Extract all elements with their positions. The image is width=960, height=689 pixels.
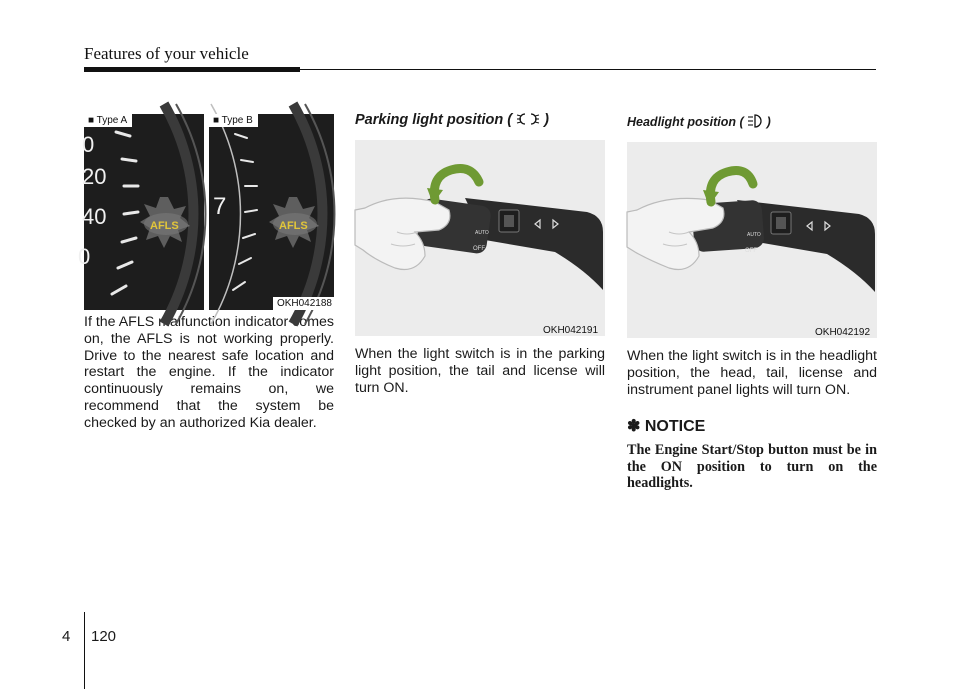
heading-text: Parking light position (: [355, 112, 513, 128]
gauge-a-number: 40: [82, 204, 107, 229]
heading-text: ): [766, 115, 771, 129]
notice-title: ✽ NOTICE: [627, 418, 706, 436]
parking-light-figure: [355, 140, 605, 336]
column-headlight: [627, 114, 877, 492]
gauge-a-number: 0: [78, 244, 91, 269]
heading-text: Headlight position (: [627, 115, 744, 129]
switch-auto-label: AUTO: [747, 232, 761, 238]
switch-off-label: OFF: [745, 248, 757, 254]
afls-warning-label: AFLS: [150, 220, 179, 232]
afls-warning-icon: [269, 197, 319, 248]
gauge-a-number: 20: [82, 164, 107, 189]
gauge-a-number: 0: [82, 132, 95, 157]
footer-divider: [84, 612, 85, 689]
figure-code: OKH042191: [543, 325, 599, 336]
header-title: Features of your vehicle: [84, 44, 249, 63]
chapter-number: 4: [62, 628, 71, 645]
type-b-label: ■ Type B: [209, 114, 258, 127]
figure-code: OKH042188: [273, 297, 334, 310]
figure-code: OKH042192: [815, 327, 871, 338]
gauge-b-number: 7: [213, 193, 227, 220]
headlight-icon: [747, 114, 763, 131]
parking-light-icon: [516, 112, 540, 130]
gauge-type-a: [78, 114, 204, 310]
switch-off-label: OFF: [473, 246, 485, 252]
parking-light-paragraph: When the light switch is in the parking light position, the tail and license will turn ON.: [355, 346, 605, 396]
gauge-type-b: [209, 114, 334, 310]
type-a-label: ■ Type A: [84, 114, 132, 127]
header-rule-thin: [300, 69, 876, 70]
switch-auto-label: AUTO: [475, 230, 489, 236]
page-number: 120: [91, 628, 117, 645]
afls-paragraph: If the AFLS malfunction indicator comes on, the AFLS is not working properly. Drive to the nearest safe location and restart the engine. If the indicator continuously remains on, we recommend that the system be checked by an authorized Kia dealer.: [84, 314, 334, 431]
notice-text: The Engine Start/Stop button must be in the ON position to turn on the headlights.: [627, 442, 877, 492]
afls-figure: [78, 114, 334, 310]
afls-warning-icon: [140, 197, 190, 248]
header-rule: [84, 67, 300, 72]
headlight-figure: [627, 142, 877, 338]
column-afls: [78, 114, 334, 432]
headlight-paragraph: When the light switch is in the headlight position, the head, tail, license and instrument panel lights will turn ON.: [627, 348, 877, 398]
parking-light-heading: [355, 112, 605, 132]
headlight-heading: [627, 114, 877, 134]
afls-warning-label: AFLS: [279, 220, 308, 232]
column-parking-light: [355, 112, 605, 396]
heading-text: ): [544, 112, 549, 128]
